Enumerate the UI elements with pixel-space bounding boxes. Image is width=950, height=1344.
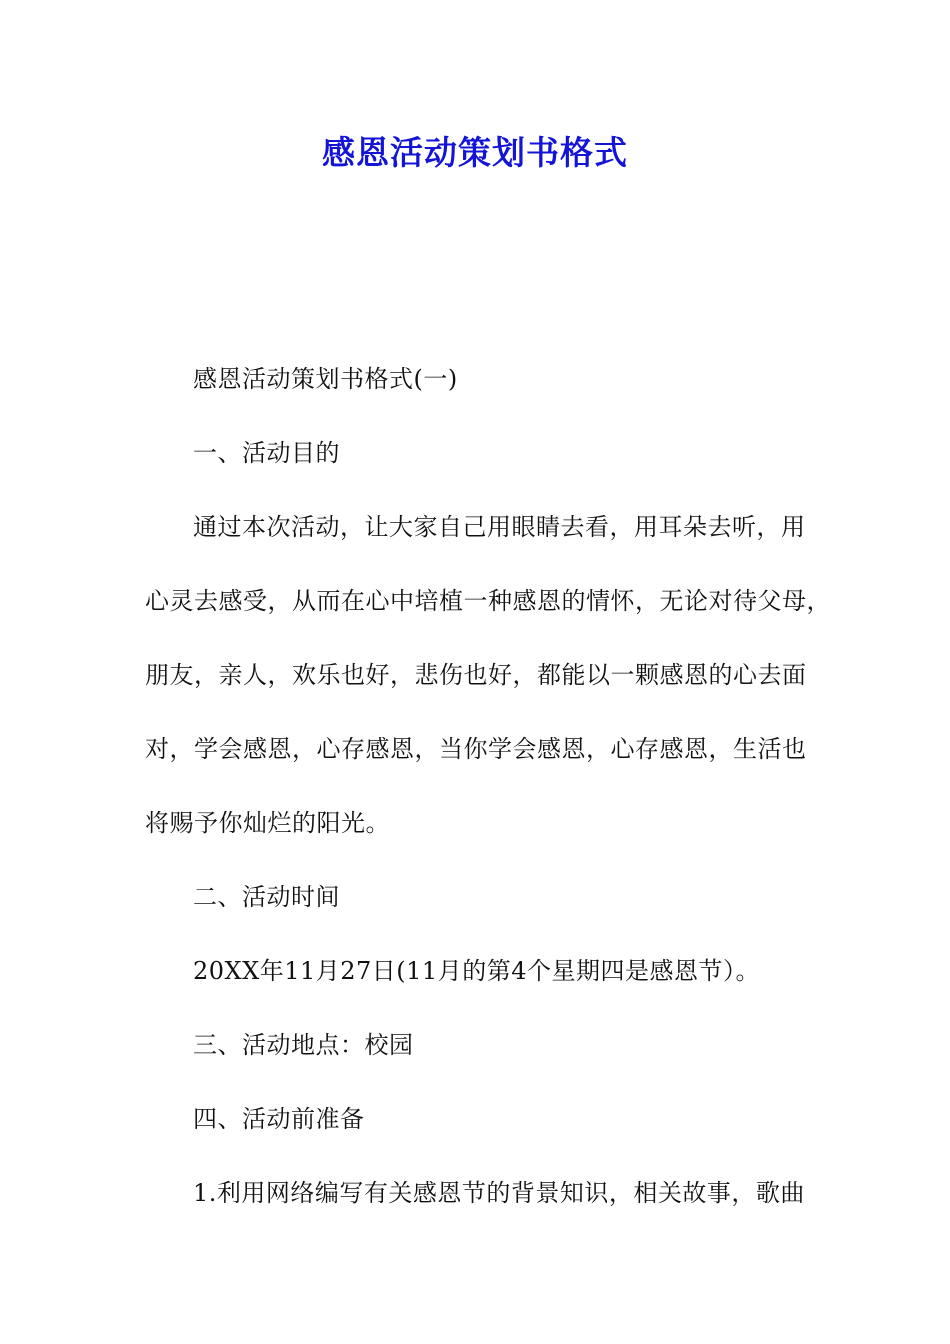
- subsection-heading: 二、活动时间: [193, 883, 340, 911]
- paragraph-line: 通过本次活动，让大家自己用眼睛去看，用耳朵去听，用: [193, 513, 806, 541]
- list-item: 1.利用网络编写有关感恩节的背景知识，相关故事，歌曲: [193, 1179, 805, 1207]
- document-title: 感恩活动策划书格式: [322, 133, 628, 172]
- section-heading: 感恩活动策划书格式(一): [193, 365, 458, 393]
- paragraph-line: 心灵去感受，从而在心中培植一种感恩的情怀，无论对待父母，: [145, 587, 831, 615]
- paragraph-line: 20XX年11月27日(11月的第4个星期四是感恩节）。: [193, 957, 760, 985]
- paragraph-line: 将赐予你灿烂的阳光。: [145, 809, 390, 837]
- subsection-heading: 四、活动前准备: [193, 1105, 365, 1133]
- subsection-heading: 一、活动目的: [193, 439, 340, 467]
- paragraph-line: 对，学会感恩，心存感恩，当你学会感恩，心存感恩，生活也: [145, 735, 807, 763]
- document-body: [145, 342, 831, 1230]
- subsection-heading: 三、活动地点：校园: [193, 1031, 414, 1059]
- paragraph-line: 朋友，亲人，欢乐也好，悲伤也好，都能以一颗感恩的心去面: [145, 661, 807, 689]
